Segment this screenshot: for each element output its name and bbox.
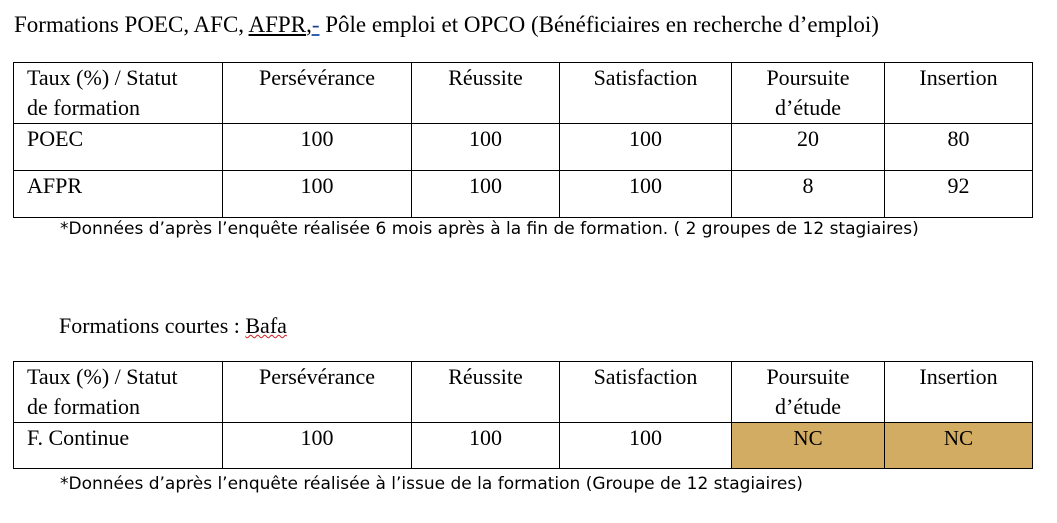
header-poursuite-line1: Poursuite [766,364,850,389]
results-table-main [13,62,1033,218]
cell-poursuite: 8 [732,171,885,218]
table-header-row [14,362,1033,423]
page-title [14,12,879,38]
cell-reussite: 100 [412,124,560,171]
title-part-dash: - [311,12,320,37]
table-row [14,423,1033,469]
header-satisfaction: Satisfaction [560,362,732,423]
cell-perseverance: 100 [223,171,412,218]
footnote-short: *Données d’après l’enquête réalisée à l’issue de la formation (Groupe de 12 stagiaires) [60,474,803,494]
table-row [14,171,1033,218]
subtitle-prefix: Formations courtes : [59,313,246,338]
header-status [14,362,223,423]
cell-satisfaction: 100 [560,171,732,218]
cell-reussite: 100 [412,171,560,218]
cell-reussite: 100 [412,423,560,469]
cell-poursuite-nc: NC [732,423,885,469]
header-poursuite [732,362,885,423]
header-status-line1: Taux (%) / Statut [27,65,178,90]
header-perseverance: Persévérance [223,362,412,423]
cell-satisfaction: 100 [560,124,732,171]
results-table-short [13,361,1033,469]
cell-insertion: 80 [885,124,1033,171]
section-subtitle [59,313,287,339]
cell-perseverance: 100 [223,423,412,469]
header-status-line1: Taux (%) / Statut [27,364,178,389]
header-poursuite-line1: Poursuite [766,65,850,90]
cell-poursuite: 20 [732,124,885,171]
header-perseverance: Persévérance [223,63,412,124]
row-label: F. Continue [14,423,223,469]
row-label: AFPR [14,171,223,218]
cell-satisfaction: 100 [560,423,732,469]
header-status [14,63,223,124]
title-part-comma: , [306,12,312,37]
header-reussite: Réussite [412,362,560,423]
title-part-rest: Pôle emploi et OPCO (Bénéficiaires en recherche d’emploi) [319,12,879,37]
header-poursuite-line2: d’étude [775,95,841,120]
header-satisfaction: Satisfaction [560,63,732,124]
row-label: POEC [14,124,223,171]
cell-insertion-nc: NC [885,423,1033,469]
header-insertion: Insertion [885,63,1033,124]
header-insertion: Insertion [885,362,1033,423]
header-reussite: Réussite [412,63,560,124]
subtitle-name: Bafa [245,313,287,338]
header-status-line2: de formation [27,394,141,419]
header-poursuite [732,63,885,124]
header-poursuite-line2: d’étude [775,394,841,419]
title-part-afpr: AFPR [248,12,307,37]
title-part-1: Formations POEC, AFC, [14,12,249,37]
cell-perseverance: 100 [223,124,412,171]
footnote-main: *Données d’après l’enquête réalisée 6 mois après à la fin de formation. ( 2 groupes de 12 stagiaires) [60,219,919,239]
header-status-line2: de formation [27,95,141,120]
table-row [14,124,1033,171]
cell-insertion: 92 [885,171,1033,218]
table-header-row [14,63,1033,124]
